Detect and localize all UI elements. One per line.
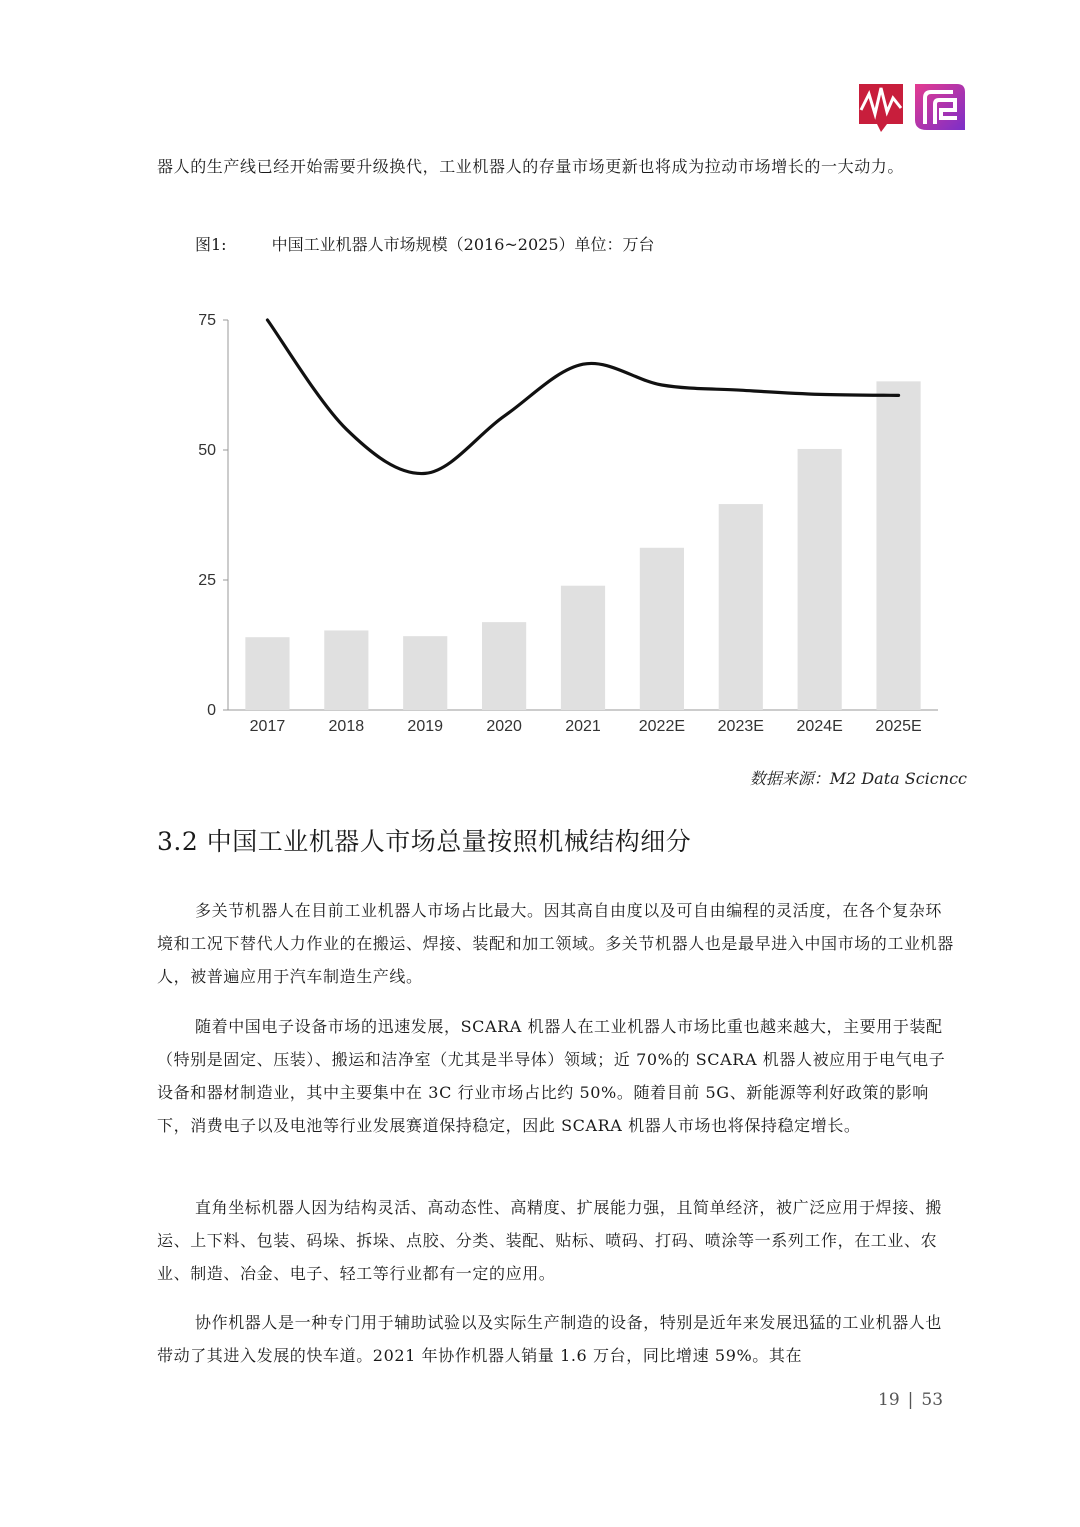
x-tick-label: 2022E [638,718,686,735]
bar [482,622,526,710]
market-size-chart [190,300,950,750]
y-tick-label: 25 [198,572,216,589]
intro-paragraph: 器人的生产线已经开始需要升级换代，工业机器人的存量市场更新也将成为拉动市场增长的一大动力。 [157,157,905,176]
section-heading: 3.2 中国工业机器人市场总量按照机械结构细分 [157,827,692,856]
figure-caption [195,232,655,255]
bar [798,449,842,710]
y-tick-label: 50 [198,442,216,459]
bar [324,630,368,710]
bar [403,636,447,710]
x-tick-label: 2023E [717,718,764,735]
page-number [878,1390,943,1410]
figure-title: 中国工业机器人市场规模（2016~2025）单位：万台 [271,235,655,254]
figure-label: 图1: [195,235,227,254]
x-tick-label: 2019 [407,718,444,735]
paragraph-scara: 随着中国电子设备市场的迅速发展，SCARA 机器人在工业机器人市场比重也越来越大，主要用于装配（特别是固定、压装）、搬运和洁净室（尤其是半导体）领域；近 70%的 SCARA 机器人被应用于电气电子设备和器材制造业，其中主要集中在 3C 行业市场占比约 50%。随着目前 5G、新能源等利好政策的影响下，消费电子以及电池等行业发展赛道保持稳定，因此 SCARA 机器人市场也将保持稳定增长。 [157,1017,946,1135]
bar [719,504,763,710]
bar [640,548,684,710]
x-tick-label: 2021 [565,718,601,735]
x-tick-label: 2017 [249,718,286,735]
paragraph-collaborative: 协作机器人是一种专门用于辅助试验以及实际生产制造的设备，特别是近年来发展迅猛的工业机器人也带动了其进入发展的快车道。2021 年协作机器人销量 1.6 万台，同比增速 59%。其在 [157,1313,943,1365]
x-tick-label: 2018 [328,718,365,735]
paragraph-articulated: 多关节机器人在目前工业机器人市场占比最大。因其高自由度以及可自由编程的灵活度，在各个复杂环境和工况下替代人力作业的在搬运、焊接、装配和加工领域。多关节机器人也是最早进入中国市场的工业机器人，被普遍应用于汽车制造生产线。 [157,901,954,986]
x-tick-label: 2020 [486,718,522,735]
page-separator: | [907,1390,914,1410]
y-tick-label: 0 [207,702,216,719]
brand-logo-icon [857,80,967,134]
bar [245,637,289,710]
x-tick-label: 2024E [796,718,843,735]
page-total: 53 [921,1390,944,1410]
bar [876,381,920,710]
bar [561,586,605,710]
x-tick-label: 2025E [875,718,922,735]
y-tick-label: 75 [198,312,216,329]
paragraph-cartesian: 直角坐标机器人因为结构灵活、高动态性、高精度、扩展能力强，且简单经济，被广泛应用于焊接、搬运、上下料、包装、码垛、拆垛、点胶、分类、装配、贴标、喷码、打码、喷涂等一系列工作，在工业、农业、制造、冶金、电子、轻工等行业都有一定的应用。 [157,1198,943,1283]
page-current: 19 [878,1390,900,1410]
figure-source: 数据来源：M2 Data Scicncc [749,769,967,788]
